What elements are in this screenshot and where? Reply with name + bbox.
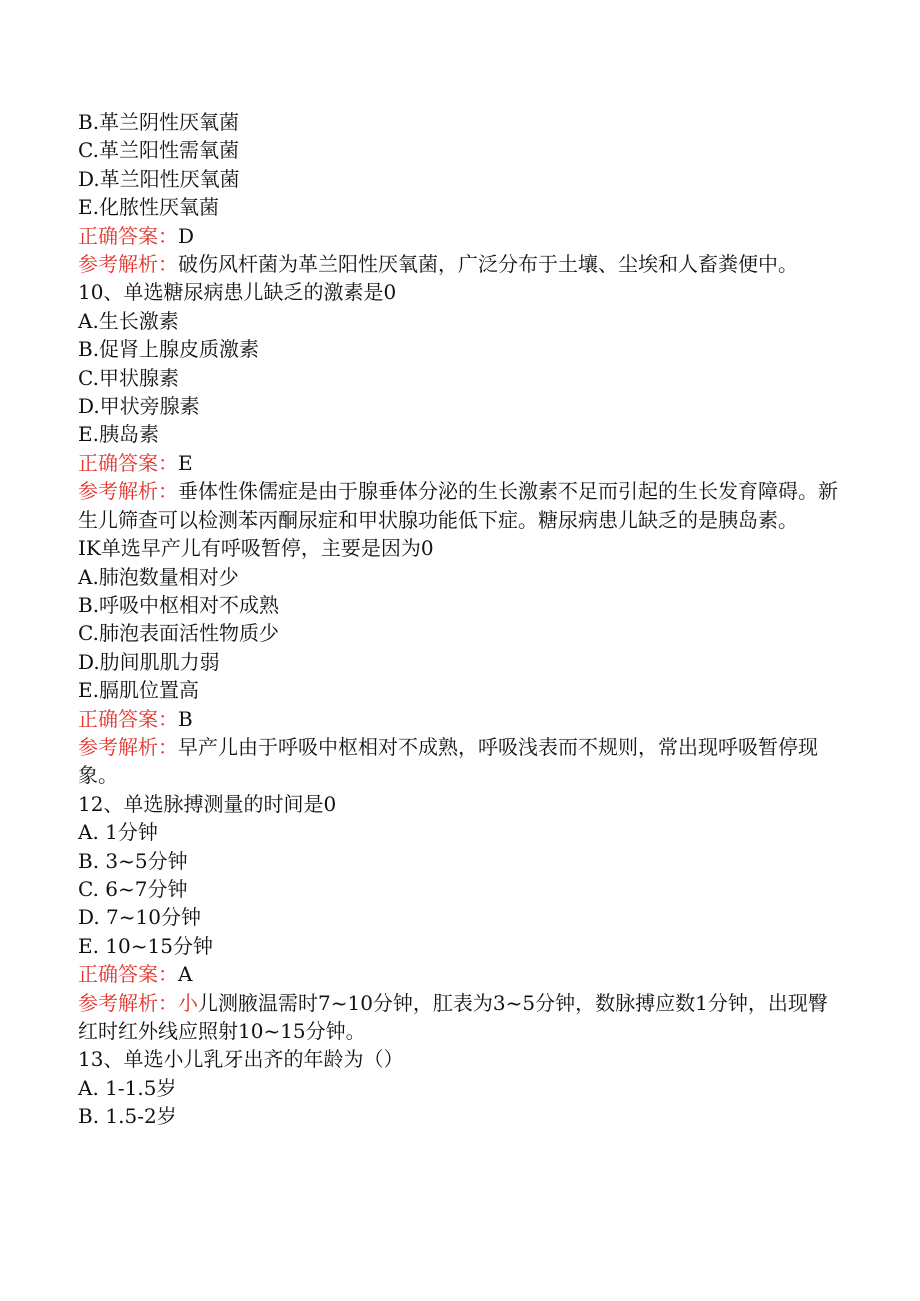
question-title: IK单选早产儿有呼吸暂停，主要是因为0 [78,536,434,561]
analysis-text: 破伤风杆菌为革兰阳性厌氧菌，广泛分布于土壤、尘埃和人畜粪便中。 [178,252,798,277]
answer-value: B [178,706,193,731]
option-b: B. 1.5-2岁 [78,1104,177,1129]
question-block-13 [78,1045,838,1130]
option-e: E. 10~15分钟 [78,933,213,958]
answer-value: A [178,962,193,987]
answer-value: D [178,223,195,248]
answer-label: 正确答案： [78,223,178,248]
analysis-label: 参考解析： [78,479,178,504]
answer-label: 正确答案： [78,706,178,731]
option-c: C. 6~7分钟 [78,876,188,901]
answer-line [78,222,838,250]
option-b: B.呼吸中枢相对不成熟 [78,592,280,617]
option-b: B.革兰阴性厌氧菌 [78,110,240,134]
option-a: A.生长激素 [78,308,179,333]
question-title: 12、单选脉搏测量的时间是0 [78,791,337,816]
option-d: D. 7~10分钟 [78,905,201,930]
answer-line [78,705,838,733]
question-block-9 [78,108,838,278]
option-d: D.甲状旁腺素 [78,394,200,419]
option-e: E.化脓性厌氧菌 [78,195,219,220]
answer-line [78,449,838,477]
option-b: B.促肾上腺皮质激素 [78,337,260,362]
option-d: D.革兰阳性厌氧菌 [78,166,240,191]
option-c: C.肺泡表面活性物质少 [78,621,279,646]
option-d: D.肋间肌肌力弱 [78,649,220,674]
document-page [78,108,838,1131]
analysis-line [78,989,838,1046]
option-a: A. 1-1.5岁 [78,1075,177,1100]
analysis-text: 早产儿由于呼吸中枢相对不成熟，呼吸浅表而不规则，常出现呼吸暂停现象。 [78,734,818,788]
analysis-text: 垂体性侏儒症是由于腺垂体分泌的生长激素不足而引起的生长发育障碍。新生儿筛查可以检测苯丙酮尿症和甲状腺功能低下症。糖尿病患儿缺乏的是胰岛素。 [78,479,838,532]
analysis-label: 参考解析： [78,252,178,277]
option-b: B. 3~5分钟 [78,848,188,873]
analysis-line [78,477,838,534]
analysis-red-extra: 小 [178,990,198,1015]
option-c: C.革兰阳性需氧菌 [78,138,239,163]
question-title: 13、单选小儿乳牙出齐的年龄为（） [78,1047,404,1072]
option-e: E.胰岛素 [78,422,159,447]
analysis-label: 参考解析： [78,734,178,759]
analysis-text: 儿测腋温需时7~10分钟，肛表为3~5分钟，数脉搏应数1分钟，出现臀红时红外线应照射10~15分钟。 [78,990,828,1043]
answer-label: 正确答案： [78,962,178,987]
answer-value: E [178,450,193,475]
question-title: 10、单选糖尿病患儿缺乏的激素是0 [78,280,397,305]
question-block-12 [78,790,838,1046]
option-c: C.甲状腺素 [78,365,179,390]
analysis-line [78,733,838,790]
option-a: A.肺泡数量相对少 [78,564,239,589]
question-block-11 [78,534,838,790]
option-a: A. 1分钟 [78,820,158,845]
analysis-line [78,250,838,278]
analysis-label: 参考解析： [78,990,178,1015]
question-block-10 [78,278,838,534]
answer-label: 正确答案： [78,450,178,475]
answer-line [78,960,838,988]
option-e: E.膈肌位置高 [78,678,199,703]
